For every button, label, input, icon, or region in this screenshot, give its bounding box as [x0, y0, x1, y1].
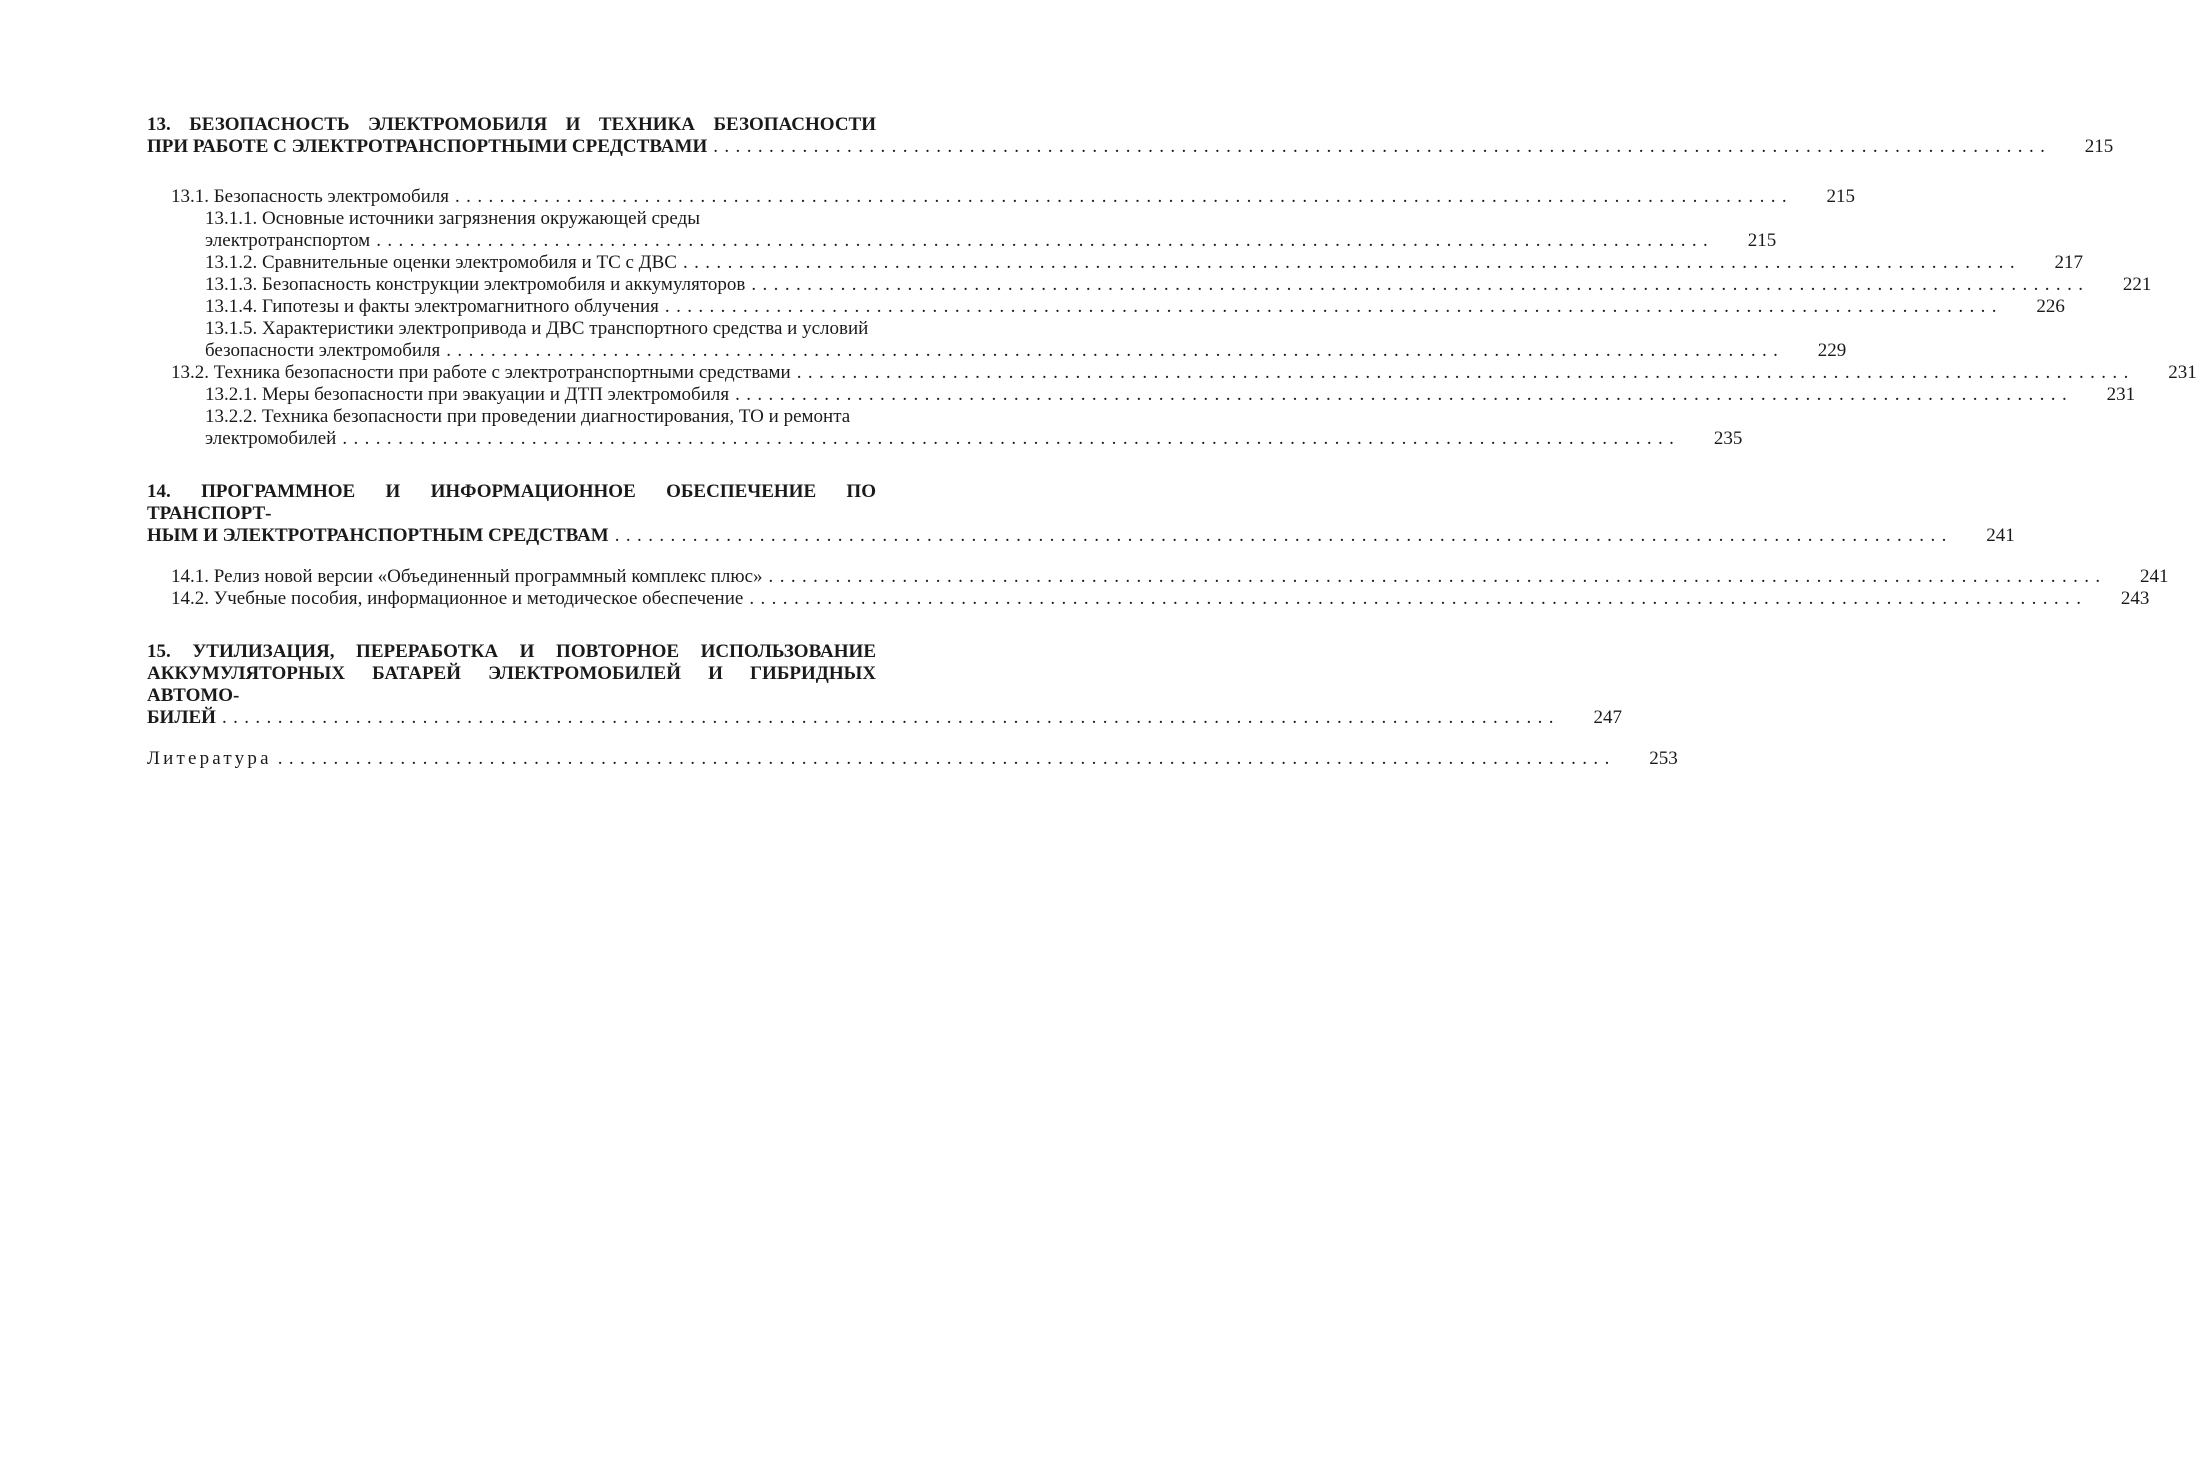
toc-section-title: 13.1.2. Сравнительные оценки электромобиля и ТС с ДВС: [205, 252, 677, 273]
toc-leader-dots: ........................................................................................................................: [277, 748, 1616, 769]
toc-page-number: 221: [2122, 274, 2152, 295]
toc-section-13-1-4[interactable]: [205, 296, 2065, 318]
toc-page-number: 231: [2168, 362, 2197, 383]
toc-leader-dots: ........................................................................................................................: [455, 186, 1794, 207]
toc-page-number: 241: [2140, 566, 2169, 587]
toc-section-title-line2: электромобилей: [205, 428, 337, 449]
toc-page-number: 243: [2120, 588, 2150, 609]
toc-chapter-15-title-line2: АККУМУЛЯТОРНЫХ БАТАРЕЙ ЭЛЕКТРОМОБИЛЕЙ И ГИБРИДНЫХ АВТОМО-: [147, 663, 876, 706]
toc-section-title: 13.2. Техника безопасности при работе с электротранспортными средствами: [171, 362, 791, 383]
toc-chapter-14-title-line1: 14. ПРОГРАММНОЕ И ИНФОРМАЦИОННОЕ ОБЕСПЕЧЕНИЕ ПО ТРАНСПОРТ-: [147, 481, 876, 524]
toc-section-title-line1: 13.2.2. Техника безопасности при проведении диагностирования, ТО и ремонта: [205, 406, 851, 427]
toc-page-number: 215: [1747, 230, 1777, 251]
toc-page-number: 215: [2084, 136, 2114, 157]
toc-leader-dots: ........................................................................................................................: [682, 252, 2021, 273]
toc-section-title: 14.2. Учебные пособия, информационное и методическое обеспечение: [171, 588, 744, 609]
toc-literature-title: Литература: [147, 748, 272, 769]
toc-page-number: 215: [1826, 186, 1856, 207]
toc-section-13-2[interactable]: [171, 362, 2197, 384]
toc-section-14-2[interactable]: [171, 588, 2150, 610]
toc-chapter-14-title-line2: НЫМ И ЭЛЕКТРОТРАНСПОРТНЫМ СРЕДСТВАМ: [147, 525, 609, 546]
toc-literature[interactable]: [147, 748, 1678, 770]
toc-leader-dots: ........................................................................................................................: [796, 362, 2135, 383]
toc-leader-dots: ........................................................................................................................: [735, 384, 2074, 405]
toc-leader-dots: ........................................................................................................................: [768, 566, 2107, 587]
toc-section-title-line1: 13.1.1. Основные источники загрязнения окружающей среды: [205, 208, 701, 229]
toc-section-13-1-3[interactable]: [205, 274, 2152, 296]
toc-section-title: 13.2.1. Меры безопасности при эвакуации и ДТП электромобиля: [205, 384, 730, 405]
toc-section-14-1[interactable]: [171, 566, 2169, 588]
toc-leader-dots: ........................................................................................................................: [446, 340, 1785, 361]
toc-page-number: 247: [1593, 707, 1622, 728]
toc-section-13-2-1[interactable]: [205, 384, 2136, 406]
toc-section-title-line2: безопасности электромобиля: [205, 340, 441, 361]
toc-leader-dots: ........................................................................................................................: [713, 136, 2052, 157]
toc-leader-dots: ........................................................................................................................: [376, 230, 1715, 251]
toc-page-number: 217: [2054, 252, 2083, 273]
toc-section-13-1-2[interactable]: [205, 252, 2083, 274]
toc-leader-dots: ........................................................................................................................: [614, 525, 1953, 546]
toc-section-title: 13.1.3. Безопасность конструкции электромобиля и аккумуляторов: [205, 274, 746, 295]
toc-chapter-13-title-line1: 13. БЕЗОПАСНОСТЬ ЭЛЕКТРОМОБИЛЯ И ТЕХНИКА БЕЗОПАСНОСТИ: [147, 114, 876, 135]
toc-section-13-1[interactable]: [171, 186, 1856, 208]
toc-leader-dots: ........................................................................................................................: [221, 707, 1560, 728]
toc-chapter-14[interactable]: [147, 481, 2015, 547]
toc-page-number: 253: [1649, 748, 1678, 769]
toc-page-number: 235: [1713, 428, 1743, 449]
toc-page-number: 229: [1817, 340, 1847, 361]
toc-leader-dots: ........................................................................................................................: [342, 428, 1681, 449]
toc-section-13-2-2[interactable]: [205, 406, 1743, 450]
toc-section-13-1-5[interactable]: [205, 318, 1847, 362]
toc-leader-dots: ........................................................................................................................: [751, 274, 2090, 295]
toc-page-number: 226: [2036, 296, 2065, 317]
table-of-contents: [147, 114, 2197, 770]
toc-page-number: 241: [1986, 525, 2015, 546]
toc-chapter-13-title-line2: ПРИ РАБОТЕ С ЭЛЕКТРОТРАНСПОРТНЫМИ СРЕДСТВАМИ: [147, 136, 708, 157]
toc-leader-dots: ........................................................................................................................: [749, 588, 2088, 609]
toc-section-title-line2: электротранспортом: [205, 230, 371, 251]
toc-section-title: 13.1. Безопасность электромобиля: [171, 186, 450, 207]
toc-chapter-13[interactable]: [147, 114, 2114, 158]
toc-section-title: 14.1. Релиз новой версии «Объединенный программный комплекс плюс»: [171, 566, 763, 587]
toc-chapter-15-title-line1: 15. УТИЛИЗАЦИЯ, ПЕРЕРАБОТКА И ПОВТОРНОЕ ИСПОЛЬЗОВАНИЕ: [147, 641, 876, 662]
toc-section-title: 13.1.4. Гипотезы и факты электромагнитного облучения: [205, 296, 659, 317]
toc-chapter-15[interactable]: [147, 641, 1622, 729]
toc-leader-dots: ........................................................................................................................: [664, 296, 2003, 317]
toc-section-title-line1: 13.1.5. Характеристики электропривода и ДВС транспортного средства и условий: [205, 318, 869, 339]
toc-page-number: 231: [2106, 384, 2136, 405]
toc-chapter-15-title-line3: БИЛЕЙ: [147, 707, 216, 728]
toc-section-13-1-1[interactable]: [205, 208, 1777, 252]
